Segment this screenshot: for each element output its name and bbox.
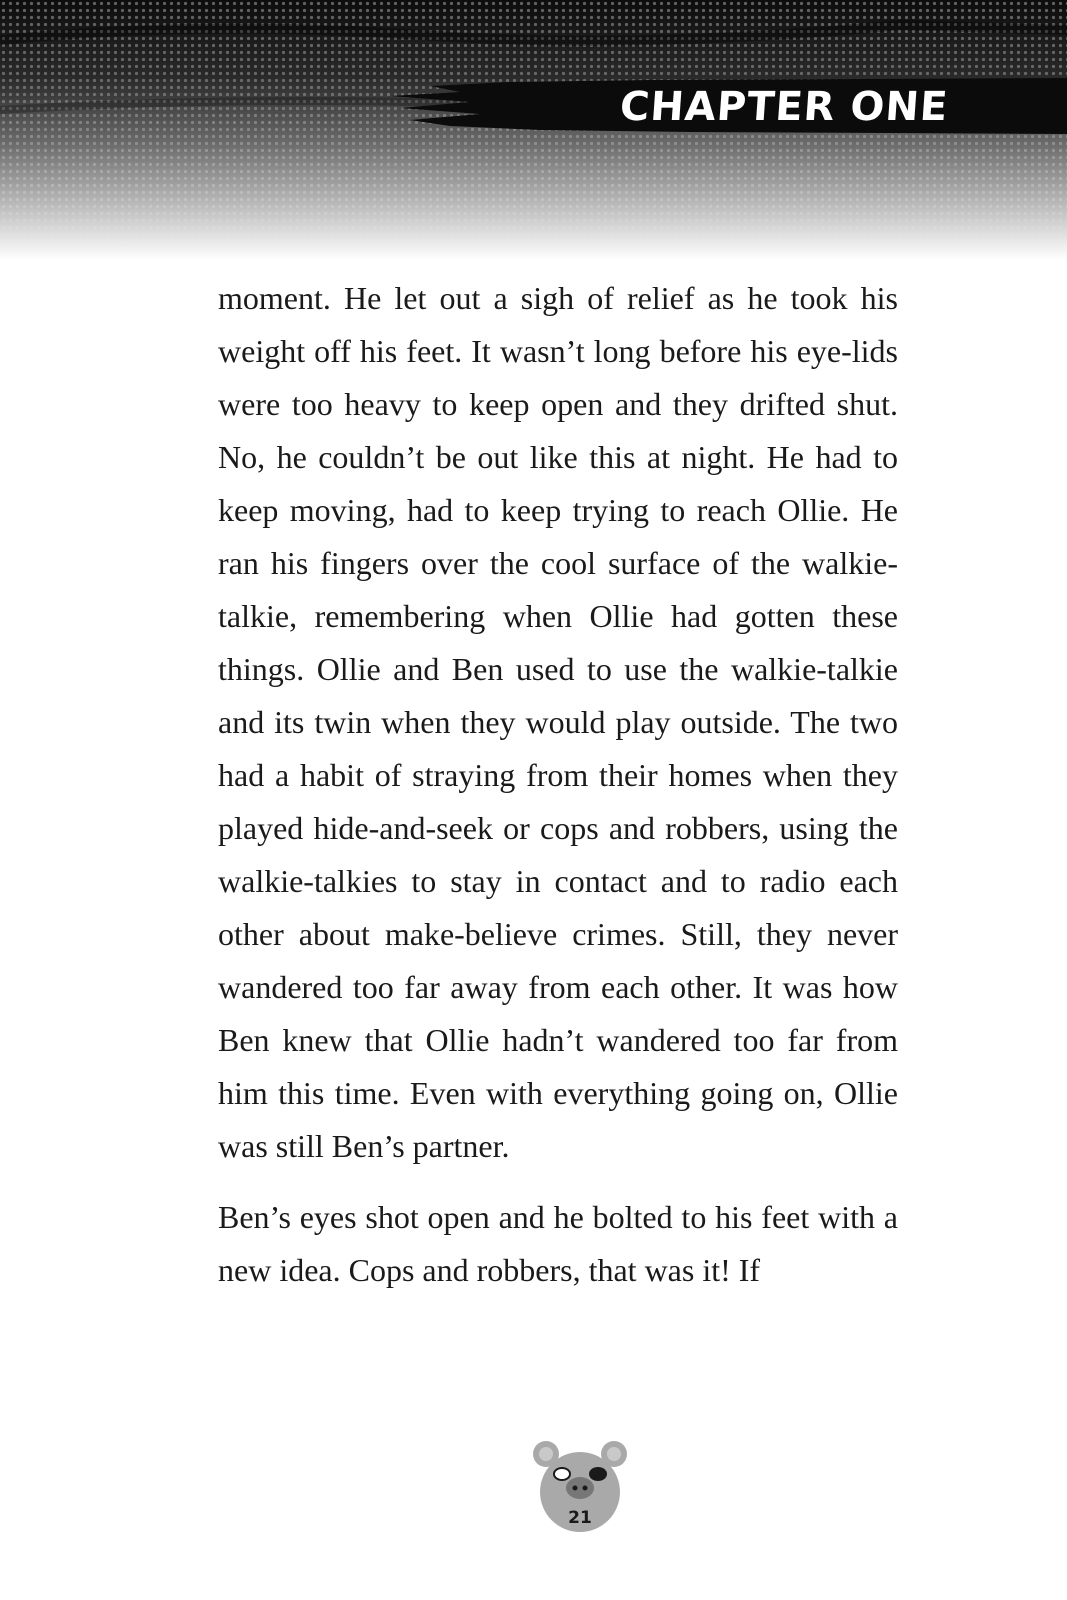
- paragraph: moment. He let out a sigh of relief as he took his weight off his feet. It wasn’t long before his eye-lids were too heavy to keep open and they drifted shut. No, he couldn’t be out like this at night. He had to keep moving, had to keep trying to reach Ollie. He ran his fingers over the cool surface of the walkie-talkie, remembering when Ollie had gotten these things. Ollie and Ben used to use the walkie-talkie and its twin when they would play outside. The two had a habit of straying from their homes when they played hide-and-seek or cops and robbers, using the walkie-talkies to stay in contact and to radio each other about make-believe crimes. Still, they never wandered too far away from each other. It was how Ben knew that Ollie hadn’t wandered too far from him this time. Even with everything going on, Ollie was still Ben’s partner.: [218, 280, 898, 1164]
- paragraph: Ben’s eyes shot open and he bolted to his feet with a new idea. Cops and robbers, that was it! If: [218, 1199, 898, 1288]
- body-text: [218, 272, 898, 1315]
- chapter-title: CHAPTER ONE: [618, 84, 950, 130]
- page-number: 21: [568, 1508, 592, 1528]
